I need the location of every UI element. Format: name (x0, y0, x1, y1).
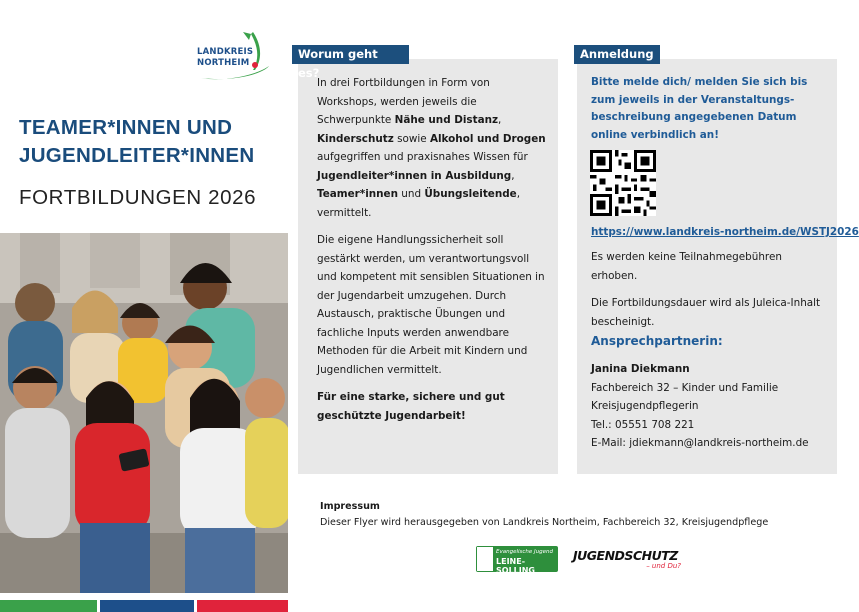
contact-heading: Ansprechpartnerin: (591, 334, 723, 348)
main-title (19, 114, 289, 170)
about-heading: Worum geht es? (292, 45, 409, 64)
ev-logo-line-2: LEINE-SOLLING (496, 557, 535, 575)
about-p1-text-g: aufgegriffen und praxisnahes Wissen für (317, 151, 528, 163)
fees-text: Es werden keine Teilnahmegebühren erhoben. (591, 251, 782, 282)
about-p1-topic-kinderschutz: Kinderschutz (317, 132, 394, 145)
registration-link[interactable]: https://www.landkreis-northeim.de/WSTJ2026 (591, 226, 859, 238)
about-paragraph-2: Die eigene Handlungssicherheit soll gestärkt werden, um verantwortungsvoll und kompetent mit sensiblen Situationen in der Jugendarbeit umzugehen. Durch Austausch, praktische Übungen und fachliche Inputs werden anwendbare Methoden für die Arbeit mit Kindern und Jugendlichen vermittelt. (317, 234, 545, 376)
about-p1-topic-naehe: Nähe und Distanz (394, 114, 499, 126)
logo-line-2: NORTHEIM (197, 58, 250, 68)
ev-logo-line-1: Evangelische Jugend (496, 549, 553, 555)
logo-line-1: LANDKREIS (197, 47, 254, 57)
contact-details (591, 360, 836, 453)
group-photo (0, 233, 288, 593)
about-paragraph-1 (317, 74, 547, 222)
contact-name: Janina Diekmann (591, 363, 690, 375)
landkreis-northeim-logo (193, 30, 273, 82)
main-title-line-1: TEAMER*INNEN UND (19, 116, 233, 139)
registration-heading: Anmeldung (574, 45, 660, 64)
about-slogan: Für eine starke, sichere und gut geschützte Jugendarbeit! (317, 391, 505, 422)
red-color-bar (197, 600, 288, 612)
blue-color-bar (100, 600, 194, 612)
subtitle: FORTBILDUNGEN 2026 (19, 186, 257, 209)
about-p1-target-teamer: Teamer*innen (317, 188, 398, 200)
impressum-text: Dieser Flyer wird herausgegeben von Landkreis Northeim, Fachbereich 32, Kreisjugendpflege (320, 517, 769, 528)
contact-role: Kreisjugendpflegerin (591, 400, 699, 412)
contact-department: Fachbereich 32 – Kinder und Familie (591, 381, 779, 394)
about-p1-target-uebungsleitende: Übungsleitende (424, 188, 517, 200)
registration-intro: Bitte melde dich/ melden Sie sich bis zum jeweils in der Veranstaltungs-beschreibung angegebenen Datum online verbindlich an! (591, 76, 808, 141)
contact-email[interactable]: E-Mail: jdiekmann@landkreis-northeim.de (591, 437, 809, 449)
juleica-text: Die Fortbildungsdauer wird als Juleica-Inhalt bescheinigt. (591, 297, 821, 328)
fees-text-wrap (591, 248, 831, 331)
jugendschutz-text: JUGENDSCHUTZ (573, 548, 678, 563)
main-title-line-2: JUGENDLEITER*INNEN (19, 144, 255, 167)
jugendschutz-sub: – und Du? (646, 562, 681, 570)
about-p1-target-jugendleiter: Jugendleiter*innen in Ausbildung (317, 169, 512, 182)
about-p1-text-i: , (511, 169, 515, 182)
contact-phone[interactable]: Tel.: 05551 708 221 (591, 418, 695, 431)
green-color-bar (0, 600, 97, 612)
impressum-heading: Impressum (320, 501, 380, 512)
about-paragraph-3 (317, 388, 547, 425)
ev-logo-cross-icon (477, 547, 493, 571)
about-p1-text-e: sowie (393, 132, 430, 145)
about-p1-text-k: und (398, 188, 425, 200)
evangelische-jugend-logo (476, 546, 558, 575)
qr-code-icon[interactable] (590, 150, 656, 216)
jugendschutz-logo (573, 548, 685, 574)
impressum (320, 499, 768, 531)
group-photo-illustration (0, 233, 288, 593)
registration-intro-wrap (591, 74, 831, 153)
about-p1-text-a: In drei Fortbildungen in Form von Workshops, werden jeweils die Schwerpunkte (317, 77, 490, 126)
about-text (317, 74, 547, 434)
about-p1-text-m: , vermittelt. (317, 188, 521, 219)
about-p1-text-c: , (498, 114, 502, 126)
about-p1-topic-alkohol: Alkohol und Drogen (429, 132, 546, 145)
